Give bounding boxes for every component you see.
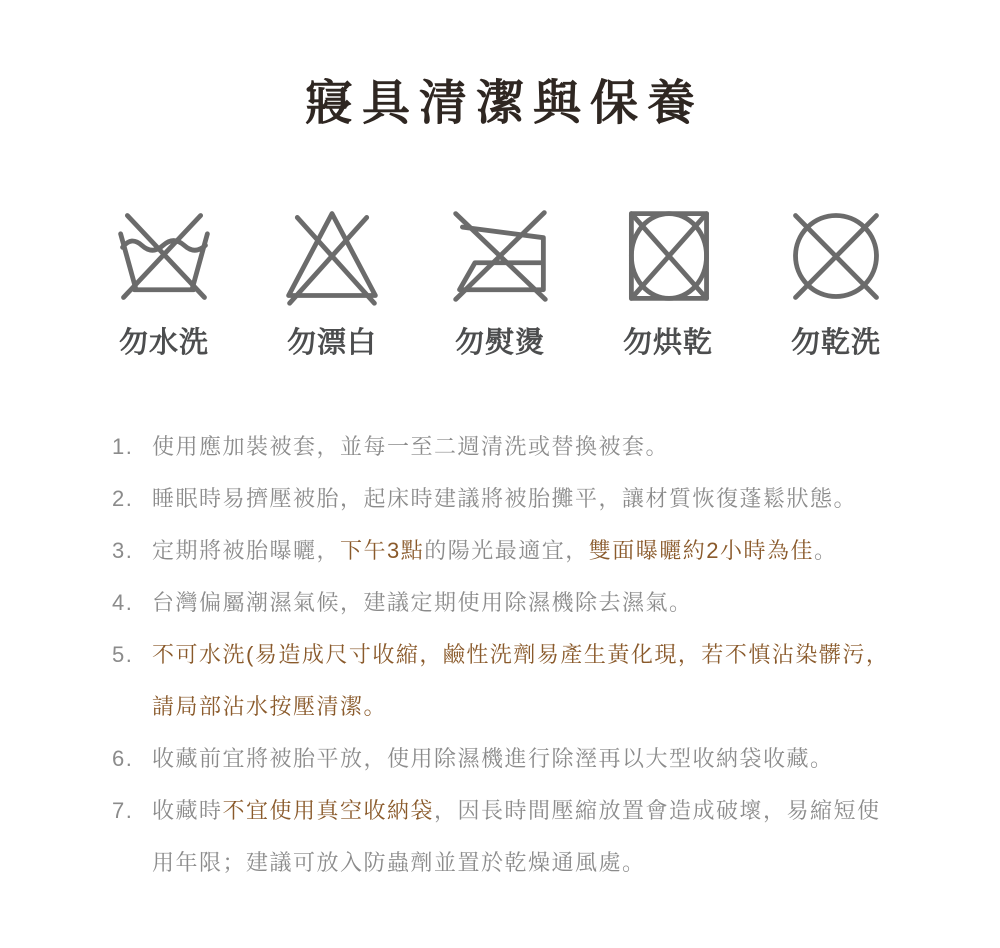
page-title: 寢具清潔與保養 xyxy=(304,77,704,130)
care-instruction-item xyxy=(112,421,1000,473)
care-symbol xyxy=(444,203,556,361)
no-iron-icon xyxy=(447,203,553,309)
text-segment: 收藏前宜將被胎平放，使用除濕機進行除溼再以大型收納袋收藏。 xyxy=(152,745,834,771)
care-instruction-item xyxy=(112,785,1000,889)
item-number: 2. xyxy=(112,485,134,511)
care-symbol-label: 勿烘乾 xyxy=(622,326,713,359)
no-wash-icon xyxy=(111,203,217,309)
item-text xyxy=(152,577,892,629)
text-segment: 。 xyxy=(814,537,838,563)
care-instruction-item xyxy=(112,473,1000,525)
care-symbol xyxy=(108,203,220,361)
care-symbol-label: 勿水洗 xyxy=(118,326,209,359)
item-text xyxy=(152,733,892,785)
item-text xyxy=(152,525,892,577)
text-segment: 下午3點 xyxy=(340,537,425,563)
care-instructions-list xyxy=(0,421,1000,889)
item-number: 5. xyxy=(112,641,134,667)
no-bleach-icon xyxy=(279,203,385,309)
text-segment: 定期將被胎曝曬， xyxy=(152,537,341,563)
text-segment: 使用應加裝被套，並每一至二週清洗或替換被套。 xyxy=(152,433,670,459)
item-number: 1. xyxy=(112,433,134,459)
item-text xyxy=(152,629,892,733)
text-segment: ，因長時間壓縮放置會造成破壞，易縮短使用年限；建議可放入防蟲劑並置於乾燥通風處。 xyxy=(152,797,881,875)
care-symbol-label: 勿熨燙 xyxy=(454,326,545,359)
care-symbol xyxy=(612,203,724,361)
care-instruction-item xyxy=(112,733,1000,785)
item-text xyxy=(152,421,892,473)
text-segment: 雙面曝曬約2小時為佳 xyxy=(588,537,815,563)
text-segment: 不可水洗(易造成尺寸收縮，鹼性洗劑易產生黃化現，若不慎沾染髒污，請局部沾水按壓清潔。 xyxy=(152,641,890,719)
item-text xyxy=(152,473,892,525)
care-symbol-label: 勿漂白 xyxy=(286,326,377,359)
care-symbols-row xyxy=(0,203,1000,361)
care-instruction-item xyxy=(112,577,1000,629)
care-symbol xyxy=(276,203,388,361)
item-text xyxy=(152,785,892,889)
text-segment: 不宜使用真空收納袋 xyxy=(222,797,435,823)
item-number: 4. xyxy=(112,589,134,615)
item-number: 7. xyxy=(112,797,134,823)
care-instruction-item xyxy=(112,629,1000,733)
care-symbol-label: 勿乾洗 xyxy=(790,326,881,359)
no-dry-clean-icon xyxy=(783,203,889,309)
item-number: 3. xyxy=(112,537,134,563)
text-segment: 收藏時 xyxy=(152,797,223,823)
no-tumble-dry-icon xyxy=(615,203,721,309)
text-segment: 的陽光最適宜， xyxy=(424,537,589,563)
item-number: 6. xyxy=(112,745,134,771)
care-instruction-item xyxy=(112,525,1000,577)
care-symbol xyxy=(780,203,892,361)
text-segment: 睡眠時易擠壓被胎，起床時建議將被胎攤平，讓材質恢復蓬鬆狀態。 xyxy=(152,485,858,511)
text-segment: 台灣偏屬潮濕氣候，建議定期使用除濕機除去濕氣。 xyxy=(152,589,693,615)
